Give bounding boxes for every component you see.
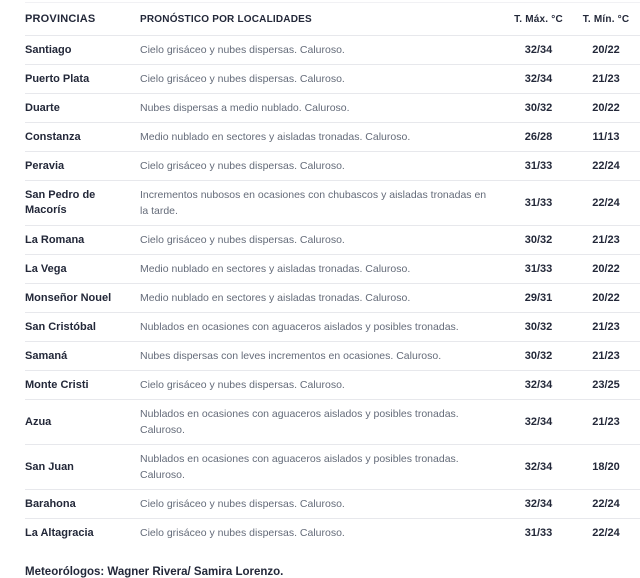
forecast-cell: Nublados en ocasiones con aguaceros aislados y posibles tronadas. Caluroso.: [140, 453, 459, 481]
province-cell: Peravia: [25, 159, 65, 172]
forecast-cell: Cielo grisáceo y nubes dispersas. Caluroso.: [140, 44, 345, 56]
forecast-cell: Medio nublado en sectores y aisladas tronadas. Caluroso.: [140, 263, 411, 275]
tmin-cell: 22/24: [592, 527, 620, 539]
forecast-cell: Cielo grisáceo y nubes dispersas. Caluroso.: [140, 234, 345, 246]
province-cell: La Vega: [25, 262, 67, 275]
forecast-table: [25, 2, 640, 547]
table-header-row: [25, 3, 640, 36]
column-header-tmin: T. Mín. °C: [582, 13, 630, 25]
tmax-cell: 30/32: [524, 234, 553, 246]
table-row: [25, 519, 640, 547]
table-row: [25, 65, 640, 94]
forecast-cell: Incrementos nubosos en ocasiones con chubascos y aisladas tronadas en la tarde.: [140, 189, 487, 217]
forecast-cell: Cielo grisáceo y nubes dispersas. Caluroso.: [140, 527, 345, 539]
tmin-cell: 20/22: [592, 292, 620, 304]
table-row: [25, 123, 640, 152]
tmin-cell: 21/23: [592, 416, 620, 428]
tmax-cell: 32/34: [524, 461, 553, 473]
table-row: [25, 371, 640, 400]
province-cell: Monte Cristi: [25, 378, 89, 391]
forecast-cell: Nubes dispersas a medio nublado. Caluroso.: [140, 102, 350, 114]
table-row: [25, 255, 640, 284]
tmax-cell: 26/28: [524, 131, 553, 143]
table-row: [25, 445, 640, 490]
table-row: [25, 94, 640, 123]
column-header-pronostico: PRONÓSTICO POR LOCALIDADES: [140, 13, 312, 25]
province-cell: Santiago: [25, 43, 72, 56]
table-body: [25, 36, 640, 547]
table-row: [25, 36, 640, 65]
tmin-cell: 18/20: [592, 461, 620, 473]
province-cell: Samaná: [25, 349, 68, 362]
tmin-cell: 20/22: [592, 102, 620, 114]
tmin-cell: 22/24: [592, 498, 620, 510]
province-cell: Monseñor Nouel: [25, 291, 112, 304]
forecast-cell: Cielo grisáceo y nubes dispersas. Caluroso.: [140, 73, 345, 85]
tmin-cell: 22/24: [592, 160, 620, 172]
province-cell: Barahona: [25, 497, 76, 510]
table-row: [25, 400, 640, 445]
province-cell: La Romana: [25, 233, 85, 246]
tmax-cell: 32/34: [524, 416, 553, 428]
tmin-cell: 21/23: [592, 350, 620, 362]
table-row: [25, 181, 640, 226]
tmax-cell: 31/33: [524, 160, 553, 172]
province-cell: Azua: [25, 415, 52, 428]
column-header-provincias: PROVINCIAS: [25, 13, 96, 25]
tmin-cell: 21/23: [592, 234, 620, 246]
province-cell: Duarte: [25, 101, 60, 114]
tmin-cell: 20/22: [592, 44, 620, 56]
tmax-cell: 31/33: [524, 263, 553, 275]
tmax-cell: 31/33: [524, 197, 553, 209]
tmax-cell: 30/32: [524, 102, 553, 114]
forecast-cell: Cielo grisáceo y nubes dispersas. Caluroso.: [140, 379, 345, 391]
table-row: [25, 226, 640, 255]
table-row: [25, 284, 640, 313]
tmax-cell: 30/32: [524, 321, 553, 333]
tmax-cell: 32/34: [524, 73, 553, 85]
tmax-cell: 31/33: [524, 527, 553, 539]
table-row: [25, 152, 640, 181]
table-row: [25, 490, 640, 519]
tmax-cell: 32/34: [524, 498, 553, 510]
tmin-cell: 21/23: [592, 73, 620, 85]
meteorologists-credit: Meteorólogos: Wagner Rivera/ Samira Lorenzo.: [25, 566, 284, 578]
forecast-cell: Nublados en ocasiones con aguaceros aislados y posibles tronadas. Caluroso.: [140, 408, 459, 436]
forecast-cell: Cielo grisáceo y nubes dispersas. Caluroso.: [140, 160, 345, 172]
tmax-cell: 29/31: [524, 292, 553, 304]
column-header-tmax: T. Máx. °C: [514, 13, 563, 25]
province-cell: San Cristóbal: [25, 320, 96, 333]
table-row: [25, 313, 640, 342]
tmin-cell: 11/13: [592, 131, 620, 143]
tmax-cell: 30/32: [524, 350, 553, 362]
forecast-cell: Nublados en ocasiones con aguaceros aislados y posibles tronadas.: [140, 321, 459, 333]
tmax-cell: 32/34: [524, 44, 553, 56]
province-cell: San Pedro de Macorís: [25, 189, 96, 216]
province-cell: La Altagracia: [25, 526, 94, 539]
tmin-cell: 22/24: [592, 197, 620, 209]
province-cell: San Juan: [25, 460, 74, 473]
forecast-cell: Cielo grisáceo y nubes dispersas. Caluroso.: [140, 498, 345, 510]
tmin-cell: 23/25: [592, 379, 620, 391]
province-cell: Constanza: [25, 130, 81, 143]
table-row: [25, 342, 640, 371]
province-cell: Puerto Plata: [25, 72, 90, 85]
forecast-cell: Medio nublado en sectores y aisladas tronadas. Caluroso.: [140, 131, 411, 143]
forecast-cell: Nubes dispersas con leves incrementos en ocasiones. Caluroso.: [140, 350, 442, 362]
tmax-cell: 32/34: [524, 379, 553, 391]
tmin-cell: 20/22: [592, 263, 620, 275]
forecast-cell: Medio nublado en sectores y aisladas tronadas. Caluroso.: [140, 292, 411, 304]
tmin-cell: 21/23: [592, 321, 620, 333]
